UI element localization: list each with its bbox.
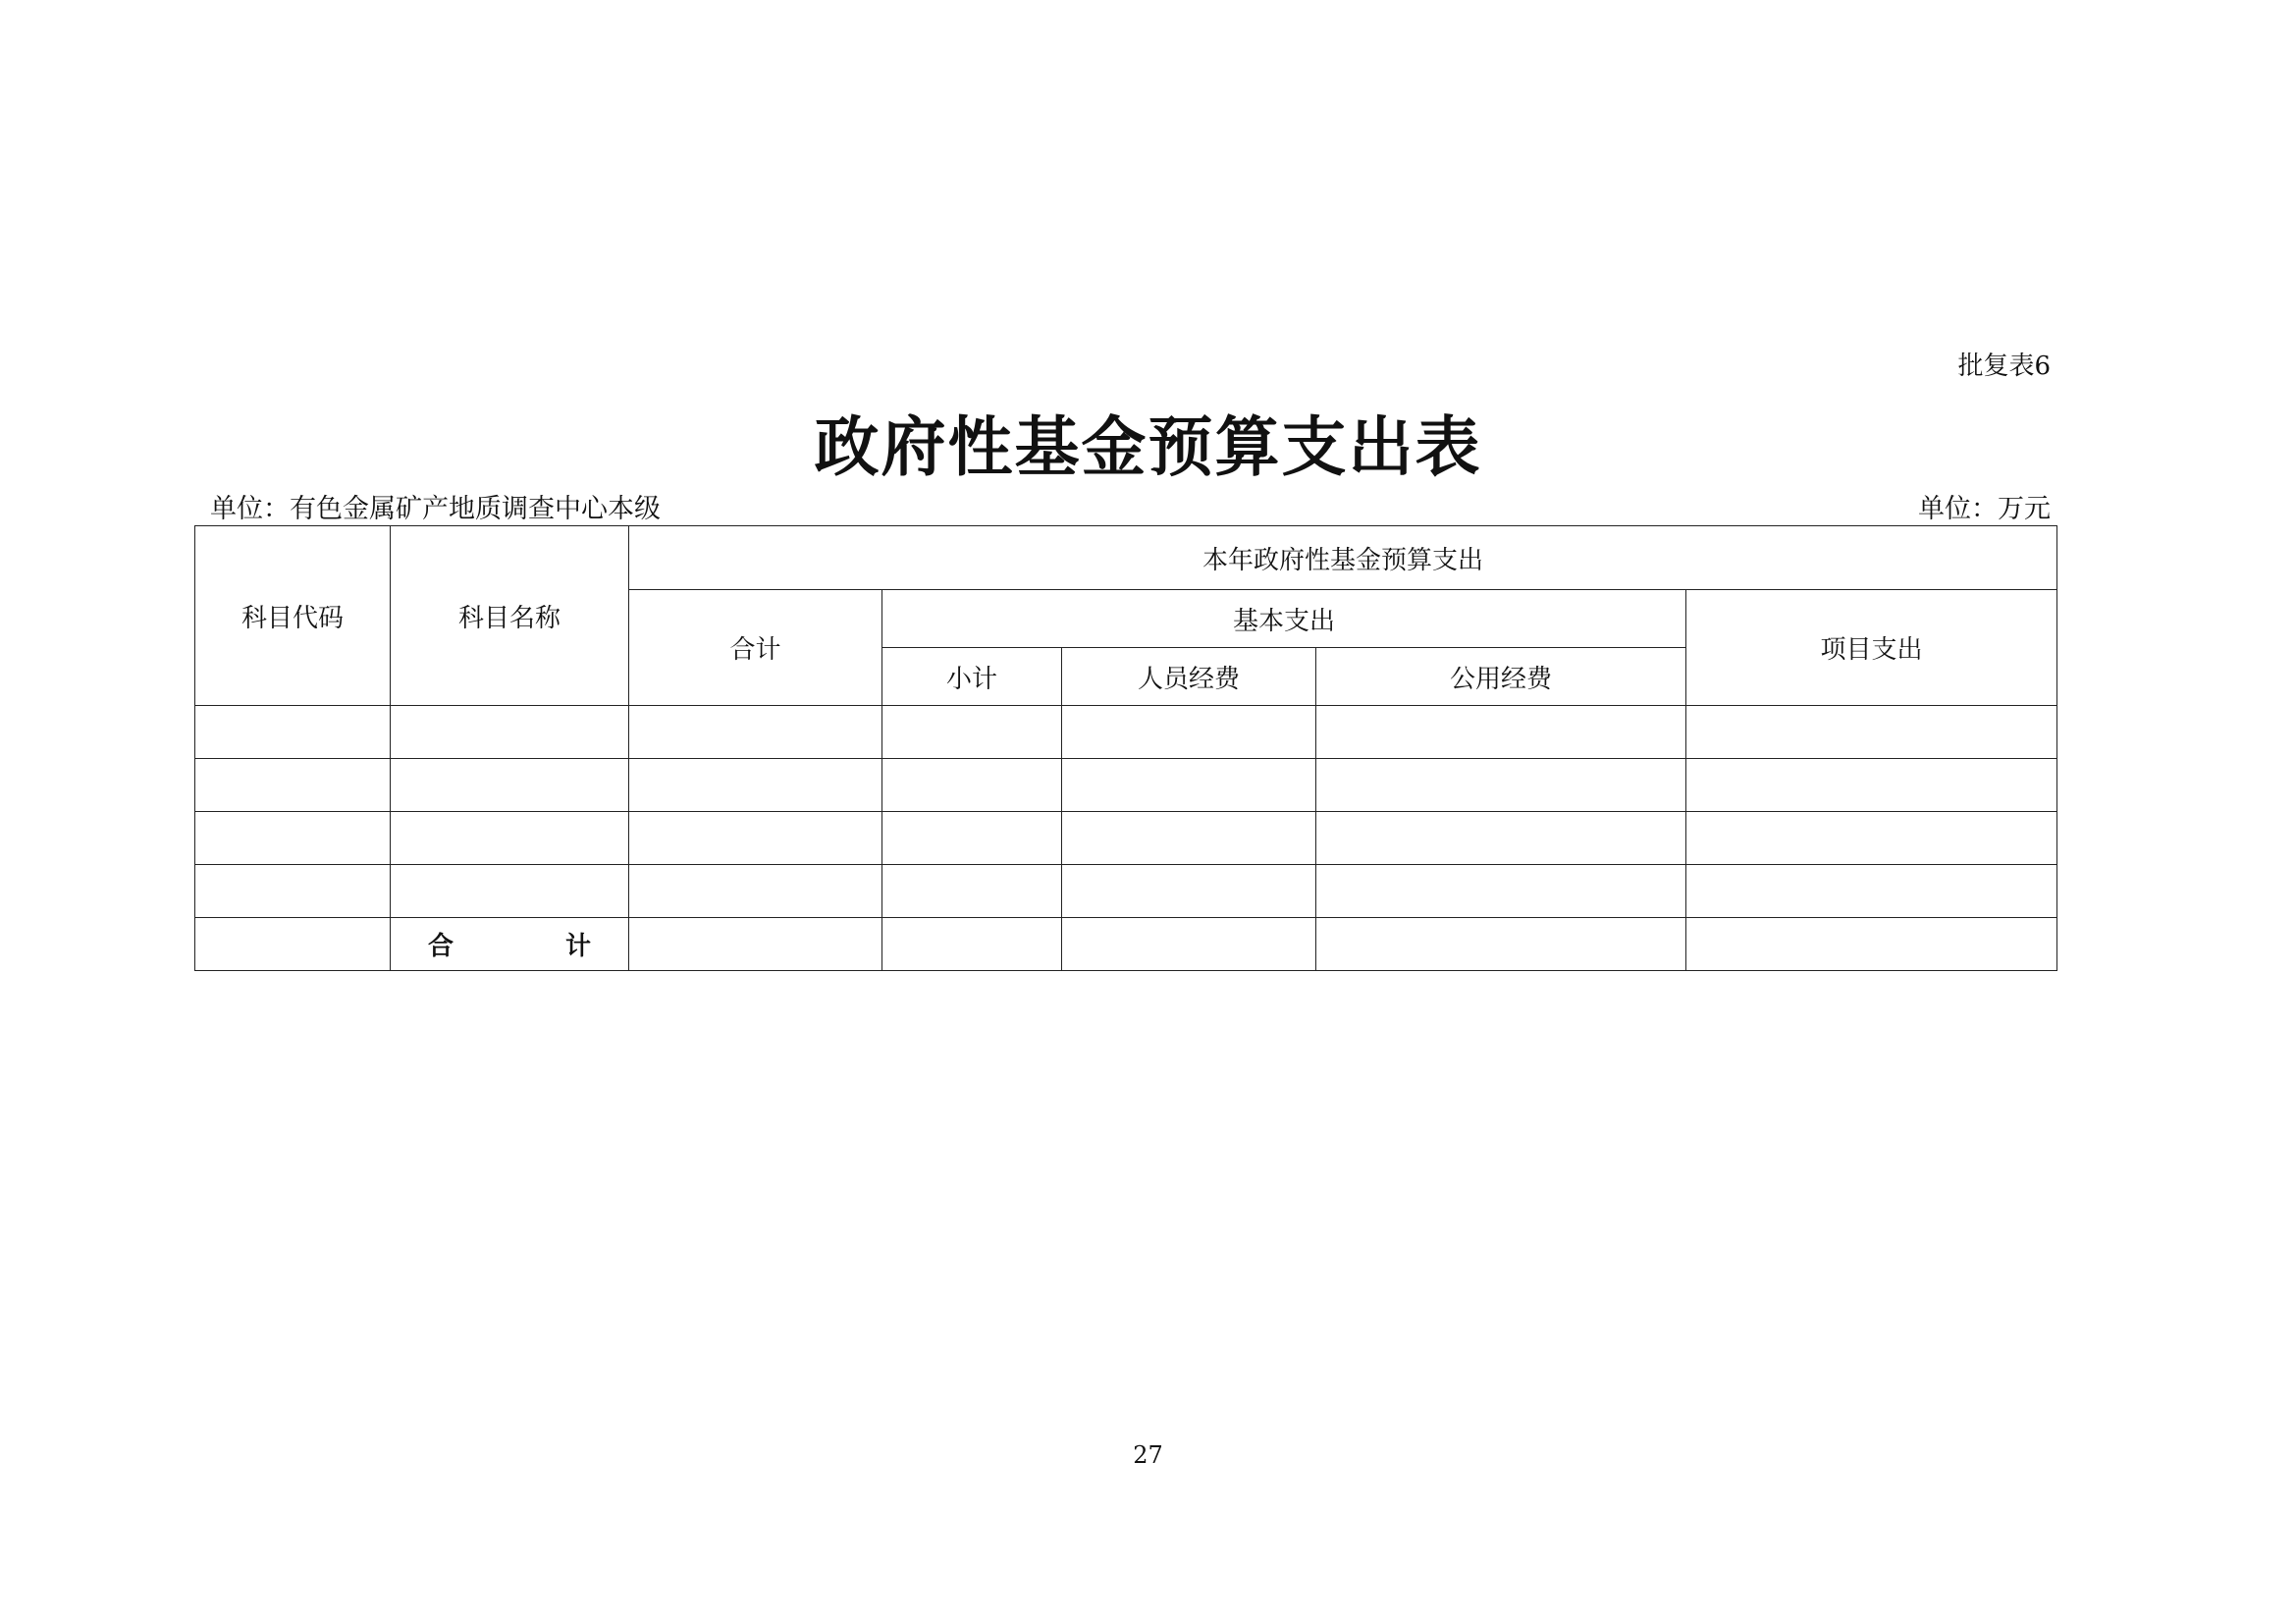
table-cell (195, 812, 391, 865)
table-cell (1062, 759, 1316, 812)
header-project-expenditure: 项目支出 (1686, 590, 2057, 706)
table-cell (195, 706, 391, 759)
table-cell (629, 812, 882, 865)
table-cell (391, 706, 629, 759)
table-cell (195, 759, 391, 812)
table-cell (882, 812, 1062, 865)
budget-table (194, 525, 2057, 971)
page-title: 政府性基金预算支出表 (814, 408, 1482, 485)
table-cell (1316, 706, 1686, 759)
table-cell (629, 759, 882, 812)
table-cell (195, 918, 391, 971)
table-cell (1316, 918, 1686, 971)
table-cell (882, 706, 1062, 759)
header-public: 公用经费 (1316, 648, 1686, 706)
header-subject-name: 科目名称 (391, 526, 629, 706)
table-cell (629, 865, 882, 918)
table-cell (629, 918, 882, 971)
header-group-expenditure: 本年政府性基金预算支出 (629, 526, 2057, 590)
table-cell (882, 918, 1062, 971)
table-cell (629, 706, 882, 759)
table-cell (1062, 706, 1316, 759)
unit-organization: 单位：有色金属矿产地质调查中心本级 (210, 494, 661, 524)
header-total: 合计 (629, 590, 882, 706)
table-cell (195, 865, 391, 918)
table-cell (882, 865, 1062, 918)
table-cell (1686, 918, 2057, 971)
header-basic-expenditure: 基本支出 (882, 590, 1686, 648)
table-cell (882, 759, 1062, 812)
total-row (195, 918, 2057, 971)
table-cell (1316, 812, 1686, 865)
table-cell (1062, 865, 1316, 918)
table-row (195, 759, 2057, 812)
table-cell (391, 865, 629, 918)
table-cell (1686, 706, 2057, 759)
unit-currency: 单位：万元 (1918, 494, 2051, 524)
table-cell (1686, 865, 2057, 918)
table-cell (1686, 812, 2057, 865)
header-personnel: 人员经费 (1062, 648, 1316, 706)
table-cell (391, 759, 629, 812)
total-label-cell (391, 918, 629, 971)
page-number: 27 (1133, 1441, 1163, 1469)
form-number: 批复表6 (1957, 352, 2051, 381)
table-row (195, 812, 2057, 865)
header-row-1 (195, 526, 2057, 590)
table-cell (391, 812, 629, 865)
table-cell (1316, 865, 1686, 918)
table-cell (1062, 812, 1316, 865)
table-cell (1686, 759, 2057, 812)
total-label-right: 计 (564, 932, 591, 961)
total-label-left: 合 (428, 932, 454, 961)
table-cell (1316, 759, 1686, 812)
table-cell (1062, 918, 1316, 971)
header-subject-code: 科目代码 (195, 526, 391, 706)
table-row (195, 706, 2057, 759)
total-label (391, 926, 628, 962)
table-row (195, 865, 2057, 918)
header-subtotal: 小计 (882, 648, 1062, 706)
